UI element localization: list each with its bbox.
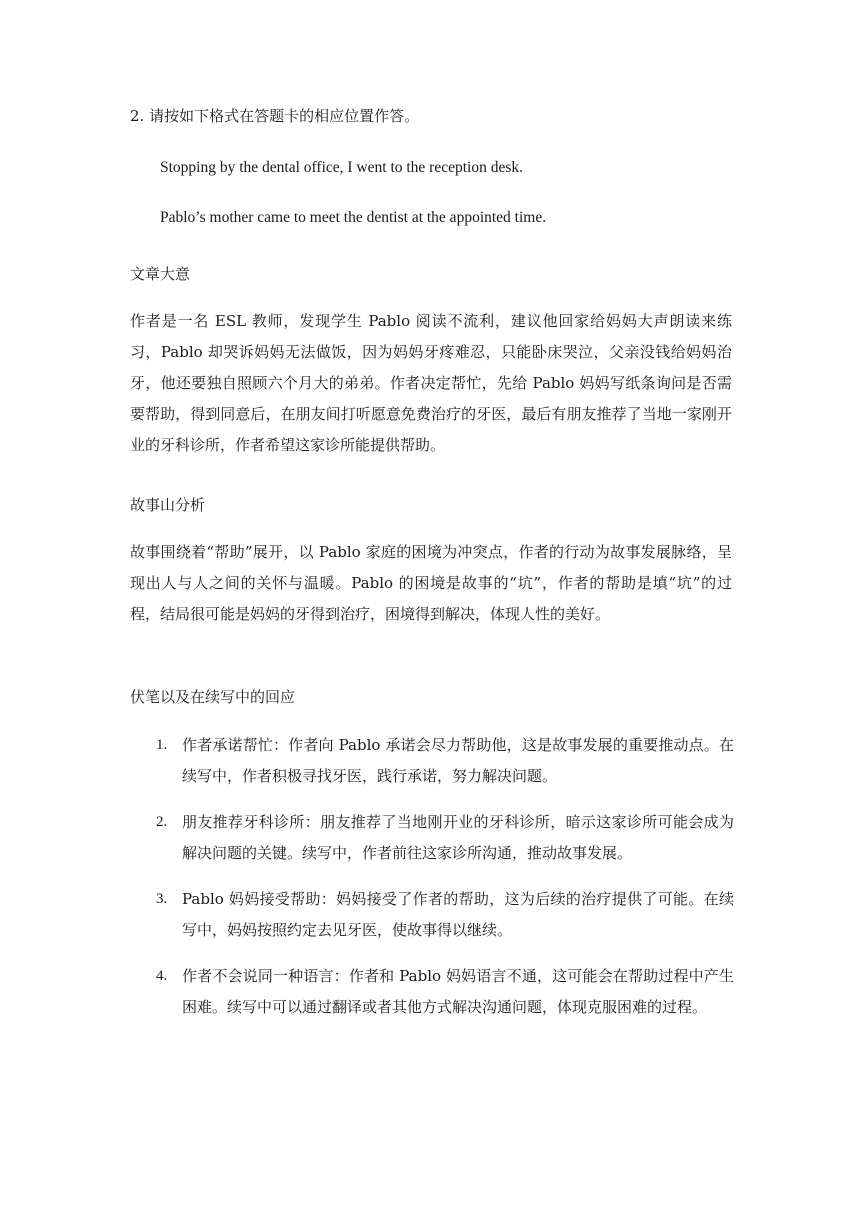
list-item-number: 2.	[156, 814, 168, 830]
list-item-number: 4.	[156, 968, 168, 984]
list-item	[130, 730, 734, 792]
list-item-text: 朋友推荐牙科诊所：朋友推荐了当地刚开业的牙科诊所，暗示这家诊所可能会成为解决问题的关键。续写中，作者前往这家诊所沟通，推动故事发展。	[182, 813, 734, 862]
list-item	[130, 884, 734, 946]
list-item-number: 1.	[156, 737, 168, 753]
list-item-text: 作者不会说同一种语言：作者和 Pablo 妈妈语言不通，这可能会在帮助过程中产生困难。续写中可以通过翻译或者其他方式解决沟通问题，体现克服困难的过程。	[182, 967, 734, 1016]
instruction-line: 2. 请按如下格式在答题卡的相应位置作答。	[130, 107, 420, 125]
list-item	[130, 807, 734, 869]
section-heading-summary: 文章大意	[130, 265, 191, 283]
foreshadowing-list	[130, 730, 734, 1038]
section-heading-story-mountain: 故事山分析	[130, 496, 206, 514]
story-mountain-paragraph: 故事围绕着“帮助”展开，以 Pablo 家庭的困境为冲突点，作者的行动为故事发展脉络，呈现出人与人之间的关怀与温暖。Pablo 的困境是故事的“坑”，作者的帮助是填“坑”的过程，结局很可能是妈妈的牙得到治疗，困境得到解决，体现人性的美好。	[130, 543, 732, 623]
summary-paragraph: 作者是一名 ESL 教师，发现学生 Pablo 阅读不流利，建议他回家给妈妈大声朗读来练习，Pablo 却哭诉妈妈无法做饭，因为妈妈牙疼难忍，只能卧床哭泣，父亲没钱给妈妈治牙，他还要独自照顾六个月大的弟弟。作者决定帮忙，先给 Pablo 妈妈写纸条询问是否需要帮助，得到同意后，在朋友间打听愿意免费治疗的牙医，最后有朋友推荐了当地一家刚开业的牙科诊所，作者希望这家诊所能提供帮助。	[130, 312, 732, 454]
list-item	[130, 961, 734, 1023]
format-line-2: Pablo’s mother came to meet the dentist at the appointed time.	[160, 209, 547, 226]
format-line-1: Stopping by the dental office, I went to the reception desk.	[160, 159, 524, 176]
list-item-text: Pablo 妈妈接受帮助：妈妈接受了作者的帮助，这为后续的治疗提供了可能。在续写中，妈妈按照约定去见牙医，使故事得以继续。	[182, 890, 734, 939]
list-item-number: 3.	[156, 891, 168, 907]
list-item-text: 作者承诺帮忙：作者向 Pablo 承诺会尽力帮助他，这是故事发展的重要推动点。在续写中，作者积极寻找牙医，践行承诺，努力解决问题。	[182, 736, 734, 785]
section-heading-foreshadowing: 伏笔以及在续写中的回应	[130, 688, 296, 706]
